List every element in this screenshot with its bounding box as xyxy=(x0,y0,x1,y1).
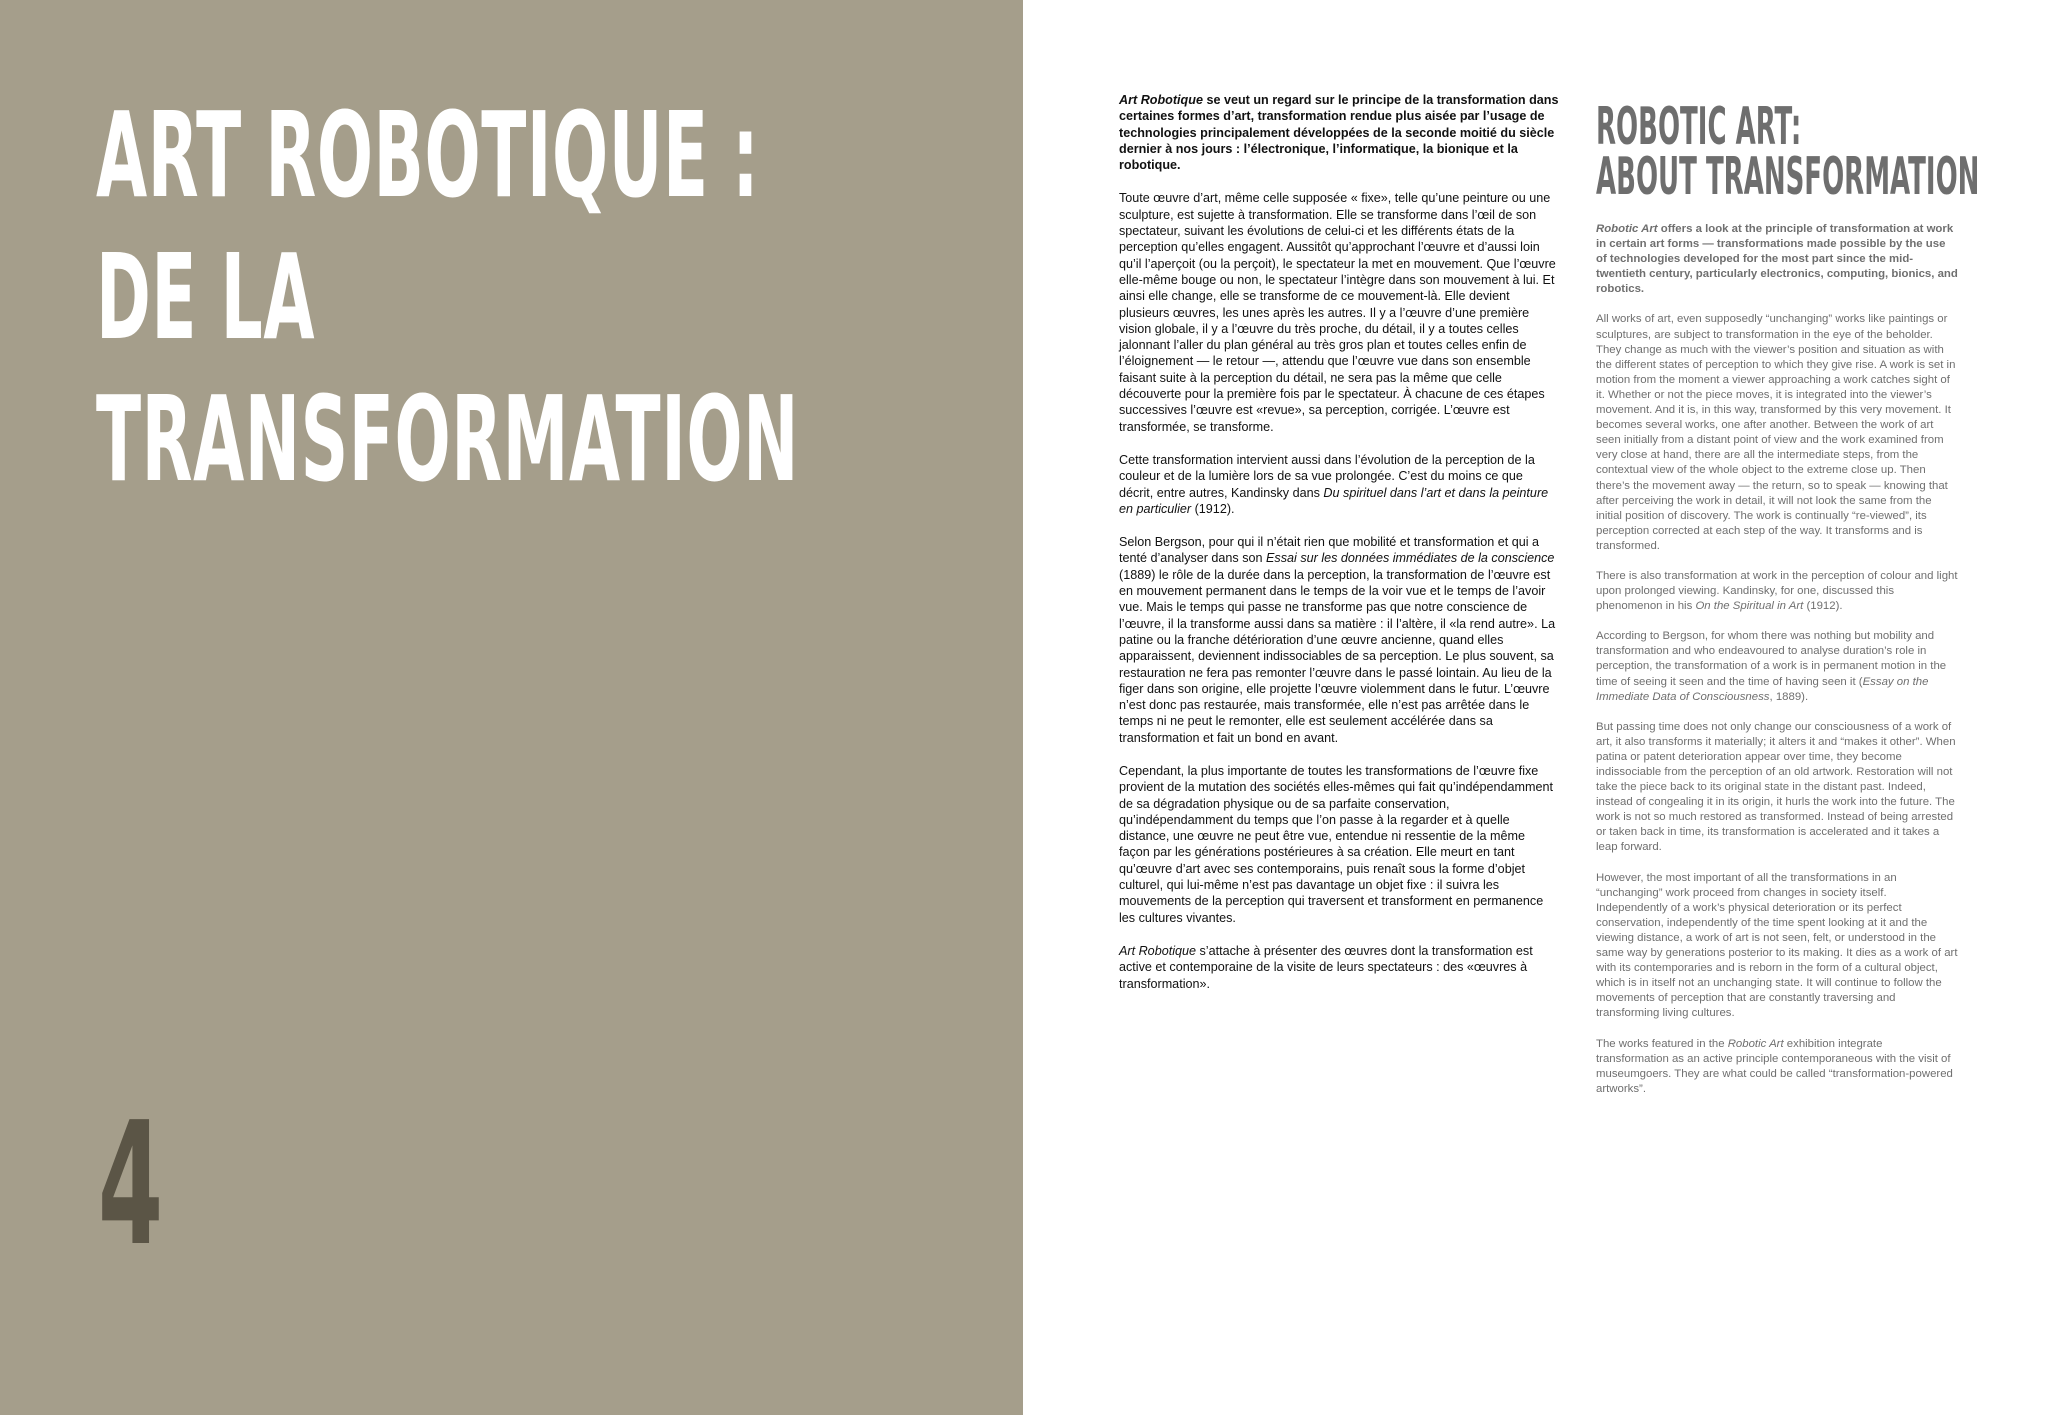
english-paragraph-4: But passing time does not only change our consciousness of a work of art, it also transforms it materially; it alters it and “makes it other”. When patina or patent deterioration appear over time, they become indissociable from the perception of an old artwork. Restoration will not take the piece back to its original state in the distant past. Indeed, instead of congealing it in its origin, it hurls the work into the future. The work is not so much restored as transformed. Instead of being arrested or taken back in time, its transformation is accelerated and it takes a leap forward. xyxy=(1596,720,1956,854)
english-intro-paragraph xyxy=(1596,222,1958,297)
french-intro-paragraph xyxy=(1119,92,1559,173)
english-p3-citation: Essay on the Immediate Data of Consciousness xyxy=(1596,675,1929,703)
english-p3-text: According to Bergson, for whom there was nothing but mobility and transformation and who endeavoured to analyse duration’s role in perception, the transformation of a work is in permanent motion in the time of seeing it seen and the time of having seen it ( xyxy=(1596,630,1947,688)
french-intro-text: se veut un regard sur le principe de la transformation dans certaines formes d’art, transformation rendue plus aisée par l’usage de technologies principalement développées de la seconde moitié du siècle dernier à nos jours : l’électronique, l’informatique, la bionique et la robotique. xyxy=(1119,93,1559,173)
english-paragraph-3 xyxy=(1596,629,1958,704)
french-p5-text: s’attache à présenter des œuvres dont la transformation est active et contemporaine de la visite de leurs spectateurs : des «œuvres à transformation». xyxy=(1119,943,1533,991)
page-number: 4 xyxy=(98,1086,164,1284)
english-p2-end: (1912). xyxy=(1803,600,1843,613)
french-paragraph-3 xyxy=(1119,534,1559,746)
french-paragraph-4: Cependant, la plus importante de toutes les transformations de l’œuvre fixe provient de la mutation des sociétés elles-mêmes qui fait qu’indépendamment de sa dégradation physique ou de sa parfaite conservation, qu’indépendamment du temps que l’on passe à la regarder et à quelle distance, une œuvre ne peut être vue, entendue ni ressentie de la même façon par les générations postérieures à sa création. Elle meurt en tant qu’œuvre d’art avec ses contemporains, puis renaît sous la forme d’objet culturel, qui lui-même n’est pas davantage un objet fixe : il suivra les mouvements de la perception qui traversent et transforment en permanence les cultures vivantes. xyxy=(1119,763,1554,925)
english-title xyxy=(1596,97,1980,207)
english-body xyxy=(1596,222,1958,1097)
french-p3-citation: Essai sur les données immédiates de la conscience xyxy=(1266,551,1555,566)
english-paragraph-1: All works of art, even supposedly “unchanging” works like paintings or sculptures, are subject to transformation in the eye of the beholder. They change as much with the viewer’s position and situation as with the different states of perception to which they give rise. A work is set in motion from the moment a viewer approaching a work catches sight of it. Whether or not the piece moves, it is integrated into the viewer’s movement. And it is, in this way, transformed by this very movement. It becomes several works, one after another. Between the work of art seen initially from a distant point of view and the work examined from very close at hand, there are all the intermediate steps, from the contextual view of the whole object to the extreme close up. Then there’s the movement away — the return, so to speak — knowing that after perceiving the work in detail, it will not look the same from the initial position of discovery. The work is continually “re-viewed”, its perception corrected at each step of the way. It transforms and is transformed. xyxy=(1596,313,1956,552)
english-text-column xyxy=(1596,92,1980,1112)
title-line-2: DE LA xyxy=(96,228,316,366)
english-p2-text: There is also transformation at work in the perception of colour and light upon prolonged viewing. Kandinsky, for one, discussed this phenomenon in his xyxy=(1596,569,1958,613)
english-p6-start: The works featured in the xyxy=(1596,1037,1728,1050)
english-intro-title: Robotic Art xyxy=(1596,223,1658,235)
french-p2-citation: Du spirituel dans l’art et dans la peinture en particulier xyxy=(1119,485,1549,516)
english-paragraph-2 xyxy=(1596,569,1958,614)
french-paragraph-1: Toute œuvre d’art, même celle supposée « fixe», telle qu’une peinture ou une sculpture, est sujette à transformation. Elle se transforme dans l’œil de son spectateur, suivant les évolutions de celui-ci et les différents états de la perception qu’elles engagent. Aussitôt qu’approchant l’œuvre et d’aussi loin qu’il l’aperçoit (ou la perçoit), le spectateur la met en mouvement. Que l’œuvre elle-même bouge ou non, le spectateur l’intègre dans son mouvement à lui. Et ainsi elle change, elle se transforme de ce mouvement-là. Elle devient plusieurs œuvres, les unes après les autres. Il y a l’œuvre d’une première vision globale, il y a l’œuvre du très proche, du détail, il y a toutes celles jalonnant l’aller du plan général au très gros plan et toutes celles enfin de l’éloignement — le retour —, attendu que l’œuvre vue dans son ensemble faisant suite à la perception du détail, ne sera pas la même que celle découverte pour la première fois par le spectateur. À chacune de ces étapes successives l’œuvre est «revue», sa perception, corrigée. L’œuvre est transformée, se transforme. xyxy=(1119,191,1556,434)
french-paragraph-5 xyxy=(1119,943,1559,992)
french-p3-rest: (1889) le rôle de la durée dans la perception, la transformation de l’œuvre est en mouvement permanent dans le temps de la voir vue et le temps de l’avoir vue. Mais le temps qui passe ne transforme pas que notre conscience de l’œuvre, il la transforme aussi dans sa matière : il l’altère, il «la rend autre». La patine ou la franche détérioration d’une œuvre ancienne, quand elles apparaissent, deviennent indissociables de sa perception. Le plus souvent, sa restauration ne fera pas remonter l’œuvre dans le passé lointain. Au lieu de la figer dans son origine, elle projette l’œuvre violemment dans le futur. L’œuvre n’est donc pas restaurée, mais transformée, elle n’est pas arrêtée dans le temps ni ne peut le remonter, elle est seulement accélérée dans sa transformation et fait un bond en avant. xyxy=(1119,567,1556,745)
left-page xyxy=(0,0,1023,1415)
title-line-3: TRANSFORMATION xyxy=(96,370,799,508)
english-p3-end: , 1889). xyxy=(1769,690,1809,703)
page-title xyxy=(96,84,799,510)
french-p5-title: Art Robotique xyxy=(1119,943,1197,958)
english-intro-text: offers a look at the principle of transformation at work in certain art forms — transformations made possible by the use of technologies developed for the most part since the mid-twentieth century, particularly electronics, computing, bionics, and robotics. xyxy=(1596,223,1958,296)
english-title-line-1: ROBOTIC ART: xyxy=(1596,97,1802,157)
english-title-line-2: ABOUT TRANSFORMATION xyxy=(1596,147,1980,207)
english-p6-title: Robotic Art xyxy=(1727,1037,1784,1050)
title-line-1: ART ROBOTIQUE : xyxy=(96,86,760,224)
french-p2-text: Cette transformation intervient aussi dans l’évolution de la perception de la couleur et de la lumière lors de sa vue prolongée. C’est du moins ce que décrit, entre autres, Kandinsky dans xyxy=(1119,452,1535,500)
english-p2-citation: On the Spiritual in Art xyxy=(1695,600,1804,613)
french-intro-title: Art Robotique xyxy=(1119,93,1203,107)
french-text-column xyxy=(1119,92,1559,1009)
french-p3-start: Selon Bergson, pour qui il n’était rien que mobilité et transformation et qui a tenté d’analyser dans son xyxy=(1119,535,1540,566)
french-paragraph-2 xyxy=(1119,452,1559,517)
english-paragraph-6 xyxy=(1596,1037,1958,1097)
french-p2-end: (1912). xyxy=(1191,501,1235,516)
english-p6-rest: exhibition integrate transformation as an active principle contemporaneous with the visit of museumgoers. They are what could be called “transformation-powered artworks”. xyxy=(1596,1037,1953,1095)
english-paragraph-5: However, the most important of all the transformations in an “unchanging” work proceed from changes in society itself. Independently of a work’s physical deterioration or its perfect conservation, independently of the time spent looking at it and the viewing distance, a work of art is not seen, felt, or understood in the same way by generations posterior to its making. It dies as a work of art with its contemporaries and is reborn in the form of a cultural object, which is in itself not an unchanging state. It will continue to follow the movements of perception that are constantly traversing and transforming living cultures. xyxy=(1596,871,1958,1020)
